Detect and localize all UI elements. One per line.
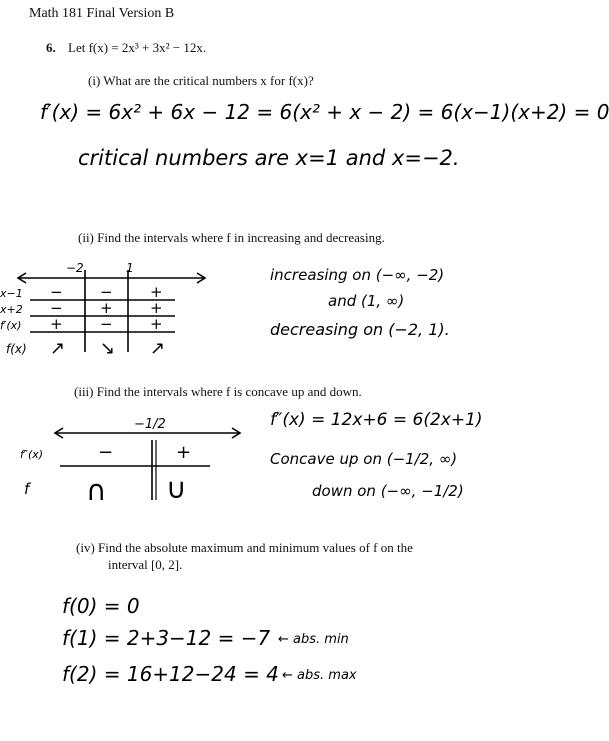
sign-r3c1: + xyxy=(50,315,63,333)
arrow-c1: ↗ xyxy=(50,338,66,359)
f-at-2: f(2) = 16+12−24 = 4 xyxy=(62,662,279,686)
concave-up-shape: ∪ xyxy=(166,472,187,505)
arrow-c3: ↗ xyxy=(150,338,166,359)
critical-numbers-answer: critical numbers are x=1 and x=−2. xyxy=(78,146,460,170)
row-label-f-concavity: f xyxy=(24,480,30,498)
increasing-interval: increasing on (−∞, −2) xyxy=(270,266,445,284)
second-derivative: f″(x) = 12x+6 = 6(2x+1) xyxy=(270,410,483,430)
part-iii-prompt: (iii) Find the intervals where f is concave up and down. xyxy=(74,384,362,399)
sign-r3c3: + xyxy=(150,315,163,333)
part-iv-prompt: (iv) Find the absolute maximum and minimum values of f on the xyxy=(76,540,413,555)
row-label-fprime: f′(x) xyxy=(0,319,22,332)
part-ii-prompt: (ii) Find the intervals where f in increasing and decreasing. xyxy=(78,230,385,245)
sign-r3c2: − xyxy=(100,315,113,333)
abs-max-note: ← abs. max xyxy=(282,668,357,683)
arrow-c2: ↘ xyxy=(100,338,116,359)
part-i-prompt: (i) What are the critical numbers x for f(x)? xyxy=(88,73,314,88)
increasing-interval-2: and (1, ∞) xyxy=(328,292,405,310)
problem-number: 6. xyxy=(46,40,56,55)
point-1: 1 xyxy=(126,261,134,275)
point-neg-half: −1/2 xyxy=(134,417,166,432)
sign-r1c1: − xyxy=(50,283,63,301)
sign-r2c2: + xyxy=(100,299,113,317)
row-label-x-minus-1: x−1 xyxy=(0,287,23,300)
problem-statement: Let f(x) = 2x³ + 3x² − 12x. xyxy=(68,40,207,55)
sign-r2c1: − xyxy=(50,299,63,317)
sign-chart-iii xyxy=(55,428,240,500)
concave-down-interval: down on (−∞, −1/2) xyxy=(312,482,464,500)
concavity-sign-left: − xyxy=(98,442,114,463)
decreasing-interval: decreasing on (−2, 1). xyxy=(270,320,450,339)
exam-header: Math 181 Final Version B xyxy=(29,6,175,21)
point-neg2: −2 xyxy=(66,261,84,275)
part-iv-prompt-cont: interval [0, 2]. xyxy=(108,557,183,572)
sign-r1c2: − xyxy=(100,283,113,301)
row-label-fdoubleprime: f″(x) xyxy=(20,448,44,461)
sign-r1c3: + xyxy=(150,283,163,301)
concavity-sign-right: + xyxy=(176,442,192,463)
abs-min-note: ← abs. min xyxy=(278,632,349,647)
derivative-work: f′(x) = 6x² + 6x − 12 = 6(x² + x − 2) = 6(x−1)(x+2) = 0 xyxy=(40,100,609,124)
row-label-x-plus-2: x+2 xyxy=(0,303,23,316)
concave-down-shape: ∩ xyxy=(86,474,107,507)
concave-up-interval: Concave up on (−1/2, ∞) xyxy=(270,450,458,468)
f-at-1: f(1) = 2+3−12 = −7 xyxy=(62,626,271,650)
row-label-f: f(x) xyxy=(6,342,27,356)
sign-r2c3: + xyxy=(150,299,163,317)
f-at-0: f(0) = 0 xyxy=(62,594,140,618)
